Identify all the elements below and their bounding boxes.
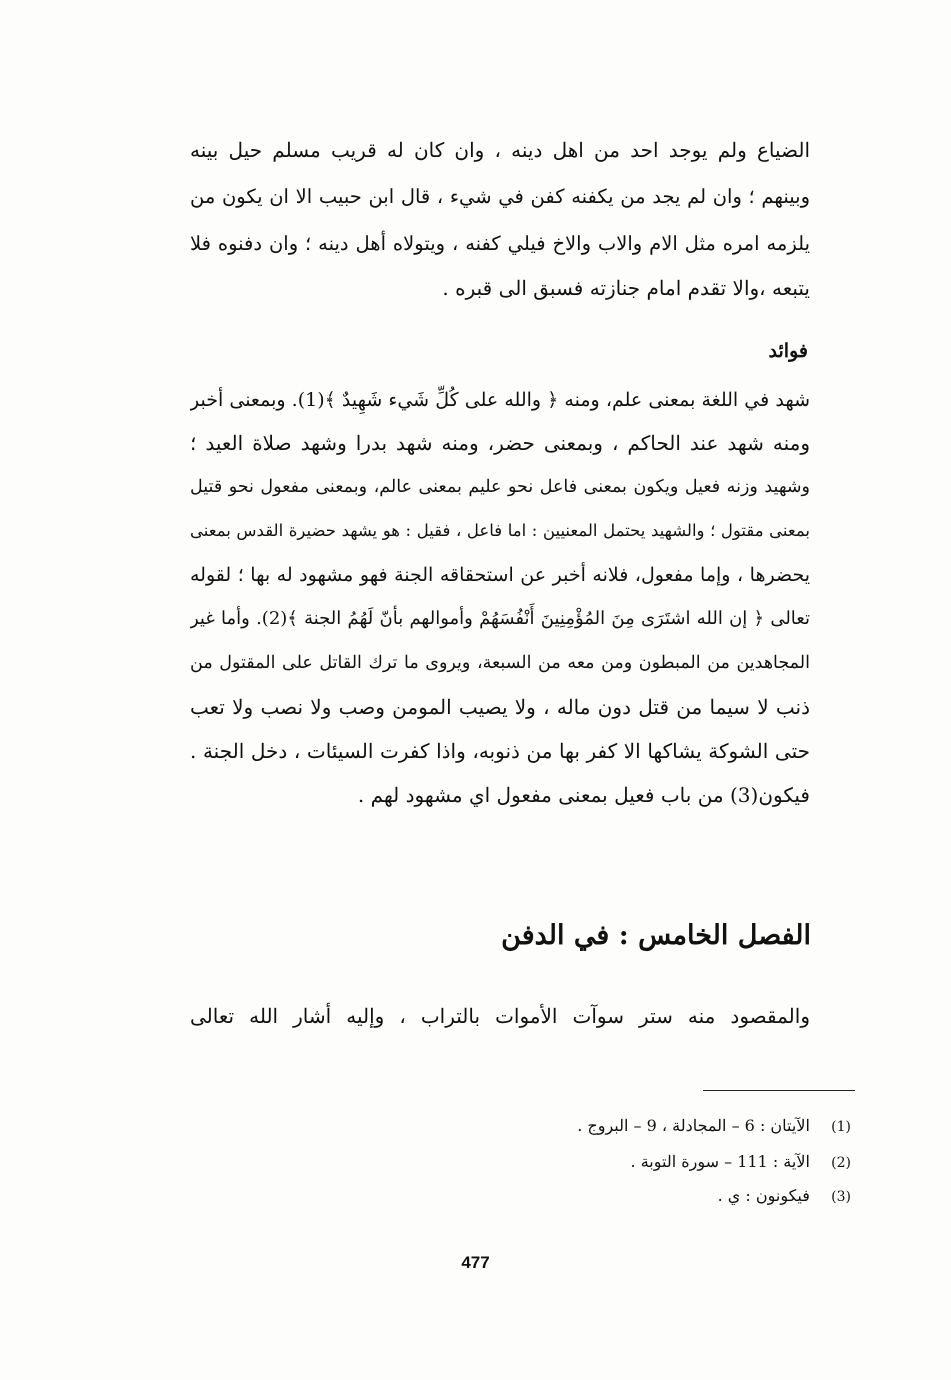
footnote-number: (1)	[831, 1119, 851, 1135]
text-line: تعالى ﴿ إن الله اشتَرَى مِنَ المُؤْمِنِينَ أَنْفُسَهُمْ وأموالهم بأنّ لَهُمُ الجنة ﴾(2). وأما غير	[190, 608, 810, 629]
footnote	[251, 1180, 851, 1212]
fawaid-heading: فوائد	[768, 340, 808, 362]
text-line: ومنه شهد عند الحاكم ، وبمعنى حضر، ومنه شهد بدرا وشهد صلاة العيد ؛	[190, 431, 810, 455]
text-line: وشهيد وزنه فعيل ويكون بمعنى فاعل نحو عليم بمعنى عالم، وبمعنى مفعول نحو قتيل	[190, 477, 810, 497]
text-line: ذنب لا سيما من قتل دون ماله ، ولا يصيب المومن وصب ولا نصب ولا تعب	[190, 695, 810, 719]
paragraph-burial-intro: والمقصود منه ستر سوآت الأموات بالتراب ، وإليه أشار الله تعالى	[190, 1004, 810, 1028]
text-line: وبينهم ؛ وان لم يجد من يكفنه كفن في شيء ، قال ابن حبيب الا ان يكون من	[190, 185, 810, 208]
page-number: 477	[461, 1253, 490, 1272]
footnote	[251, 1146, 851, 1178]
footnote-number: (3)	[831, 1189, 851, 1205]
text-line: يلزمه امره مثل الام والاب والاخ فيلي كفنه ، ويتولاه أهل دينه ؛ وان دفنوه فلا	[190, 232, 810, 255]
text-line: حتى الشوكة يشاكها الا كفر بها من ذنوبه، واذا كفرت السيئات ، دخل الجنة .	[190, 739, 810, 763]
footnote	[251, 1110, 851, 1142]
text-line: المجاهدين من المبطون ومن معه من السبعة، ويروى ما ترك القاتل على المقتول من	[190, 653, 810, 673]
footnote-text: الآية : 111 – سورة التوبة .	[630, 1152, 810, 1171]
footnote-text: فيكونون : ي .	[717, 1186, 810, 1205]
text-line: الضياع ولم يوجد احد من اهل دينه ، وان كان له قريب مسلم حيل بينه	[190, 138, 810, 162]
text-line: يتبعه ،والا تقدم امام جنازته فسبق الى قبره .	[442, 276, 810, 300]
text-line: بمعنى مقتول ؛ والشهيد يحتمل المعنيين : اما فاعل ، فقيل : هو يشهد حضيرة القدس بمعنى	[190, 521, 810, 540]
text-line: شهد في اللغة بمعنى علم، ومنه ﴿ والله على كُلِّ شَيء شَهِيدٌ ﴾(1). وبمعنى أخبر	[190, 389, 810, 411]
text-line: يحضرها ، وإما مفعول، فلانه أخبر عن استحقاقه الجنة فهو مشهود له بها ؛ لقوله	[190, 564, 810, 586]
footnote-number: (2)	[831, 1155, 851, 1171]
footnote-divider	[703, 1090, 855, 1091]
text-line: فيكون(3) من باب فعيل بمعنى مفعول اي مشهود لهم .	[357, 783, 810, 807]
chapter-title: الفصل الخامس : في الدفن	[501, 920, 811, 951]
footnote-text: الآيتان : 6 – المجادلة ، 9 – البروج .	[577, 1116, 810, 1135]
